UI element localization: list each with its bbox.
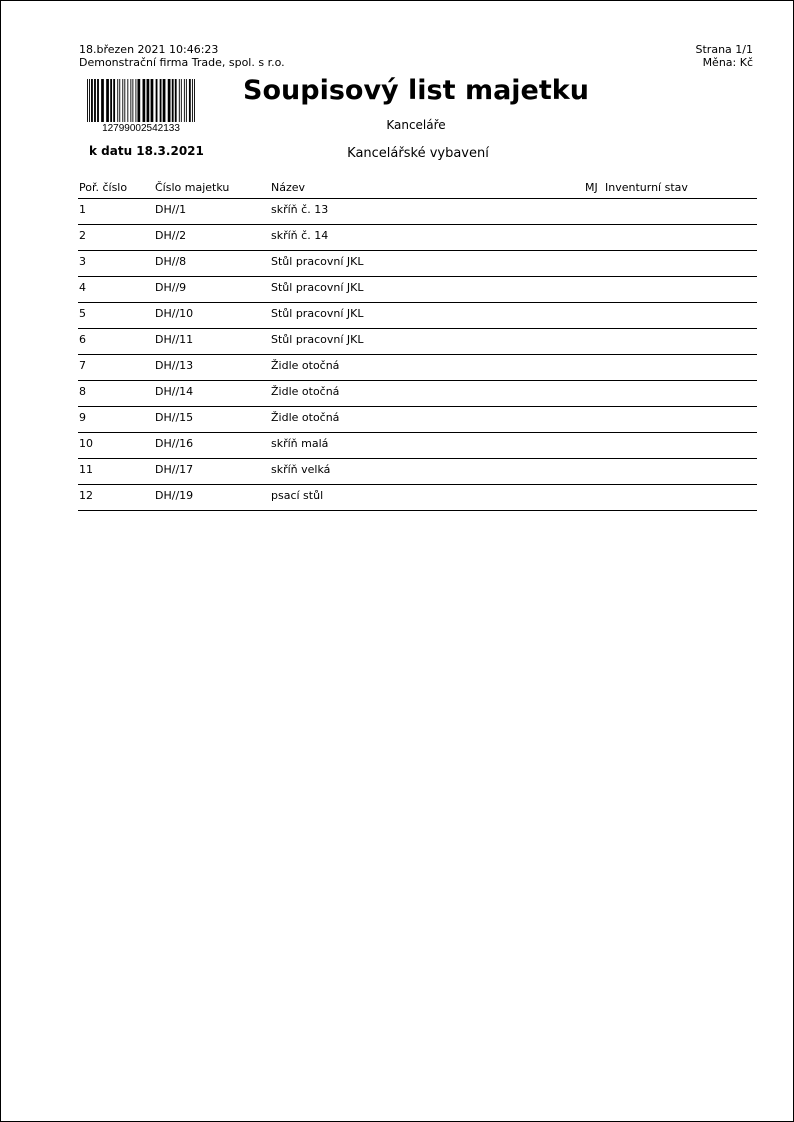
column-header-asset-number: Číslo majetku <box>155 181 230 194</box>
table-row <box>78 303 757 329</box>
cell-asset-number: DH//13 <box>155 359 194 372</box>
table-row <box>78 381 757 407</box>
report-header-right <box>696 43 753 69</box>
cell-asset-number: DH//17 <box>155 463 194 476</box>
column-header-order: Poř. číslo <box>79 181 128 194</box>
table-row <box>78 355 757 381</box>
asset-table-body <box>78 199 757 511</box>
cell-asset-name: psací stůl <box>271 489 324 502</box>
column-header-unit: MJ <box>585 181 598 194</box>
cell-asset-number: DH//15 <box>155 411 194 424</box>
column-header-inventory-state: Inventurní stav <box>605 181 688 194</box>
cell-order-number: 9 <box>79 411 86 424</box>
cell-order-number: 7 <box>79 359 86 372</box>
cell-asset-number: DH//14 <box>155 385 194 398</box>
company-name: Demonstrační firma Trade, spol. s r.o. <box>79 56 285 69</box>
cell-order-number: 8 <box>79 385 86 398</box>
cell-asset-number: DH//8 <box>155 255 187 268</box>
cell-asset-name: Stůl pracovní JKL <box>271 333 364 346</box>
location-name: Kanceláře <box>386 118 446 132</box>
cell-order-number: 10 <box>79 437 93 450</box>
table-row <box>78 251 757 277</box>
cell-order-number: 11 <box>79 463 93 476</box>
cell-order-number: 6 <box>79 333 86 346</box>
cell-asset-name: skříň velká <box>271 463 331 476</box>
cell-order-number: 1 <box>79 203 86 216</box>
asset-category: Kancelářské vybavení <box>347 146 489 161</box>
cell-asset-name: Židle otočná <box>271 385 340 398</box>
table-row <box>78 407 757 433</box>
cell-order-number: 5 <box>79 307 86 320</box>
cell-asset-name: Stůl pracovní JKL <box>271 307 364 320</box>
document-title: Soupisový list majetku <box>243 75 589 106</box>
cell-asset-number: DH//2 <box>155 229 187 242</box>
cell-asset-number: DH//10 <box>155 307 194 320</box>
cell-order-number: 3 <box>79 255 86 268</box>
cell-asset-name: Židle otočná <box>271 359 340 372</box>
cell-asset-name: skříň č. 14 <box>271 229 329 242</box>
column-header-name: Název <box>271 181 306 194</box>
table-row <box>78 433 757 459</box>
cell-asset-number: DH//16 <box>155 437 194 450</box>
cell-asset-number: DH//19 <box>155 489 194 502</box>
cell-asset-number: DH//9 <box>155 281 187 294</box>
table-row <box>78 485 757 511</box>
table-row <box>78 459 757 485</box>
cell-asset-name: Stůl pracovní JKL <box>271 281 364 294</box>
report-header-left <box>79 43 285 69</box>
cell-asset-name: skříň malá <box>271 437 329 450</box>
table-row <box>78 225 757 251</box>
cell-asset-name: Stůl pracovní JKL <box>271 255 364 268</box>
cell-order-number: 12 <box>79 489 93 502</box>
page-number: Strana 1/1 <box>695 43 753 56</box>
cell-order-number: 2 <box>79 229 86 242</box>
cell-asset-name: skříň č. 13 <box>271 203 329 216</box>
table-row <box>78 277 757 303</box>
currency-label: Měna: Kč <box>702 56 753 69</box>
table-row <box>78 329 757 355</box>
barcode-number: 12799002542133 <box>102 123 180 134</box>
cell-asset-name: Židle otočná <box>271 411 340 424</box>
print-datetime: 18.březen 2021 10:46:23 <box>79 43 219 56</box>
cell-asset-number: DH//1 <box>155 203 187 216</box>
cell-order-number: 4 <box>79 281 86 294</box>
table-row <box>78 199 757 225</box>
cell-asset-number: DH//11 <box>155 333 194 346</box>
as-of-date: k datu 18.3.2021 <box>89 144 204 158</box>
table-header <box>78 181 757 199</box>
